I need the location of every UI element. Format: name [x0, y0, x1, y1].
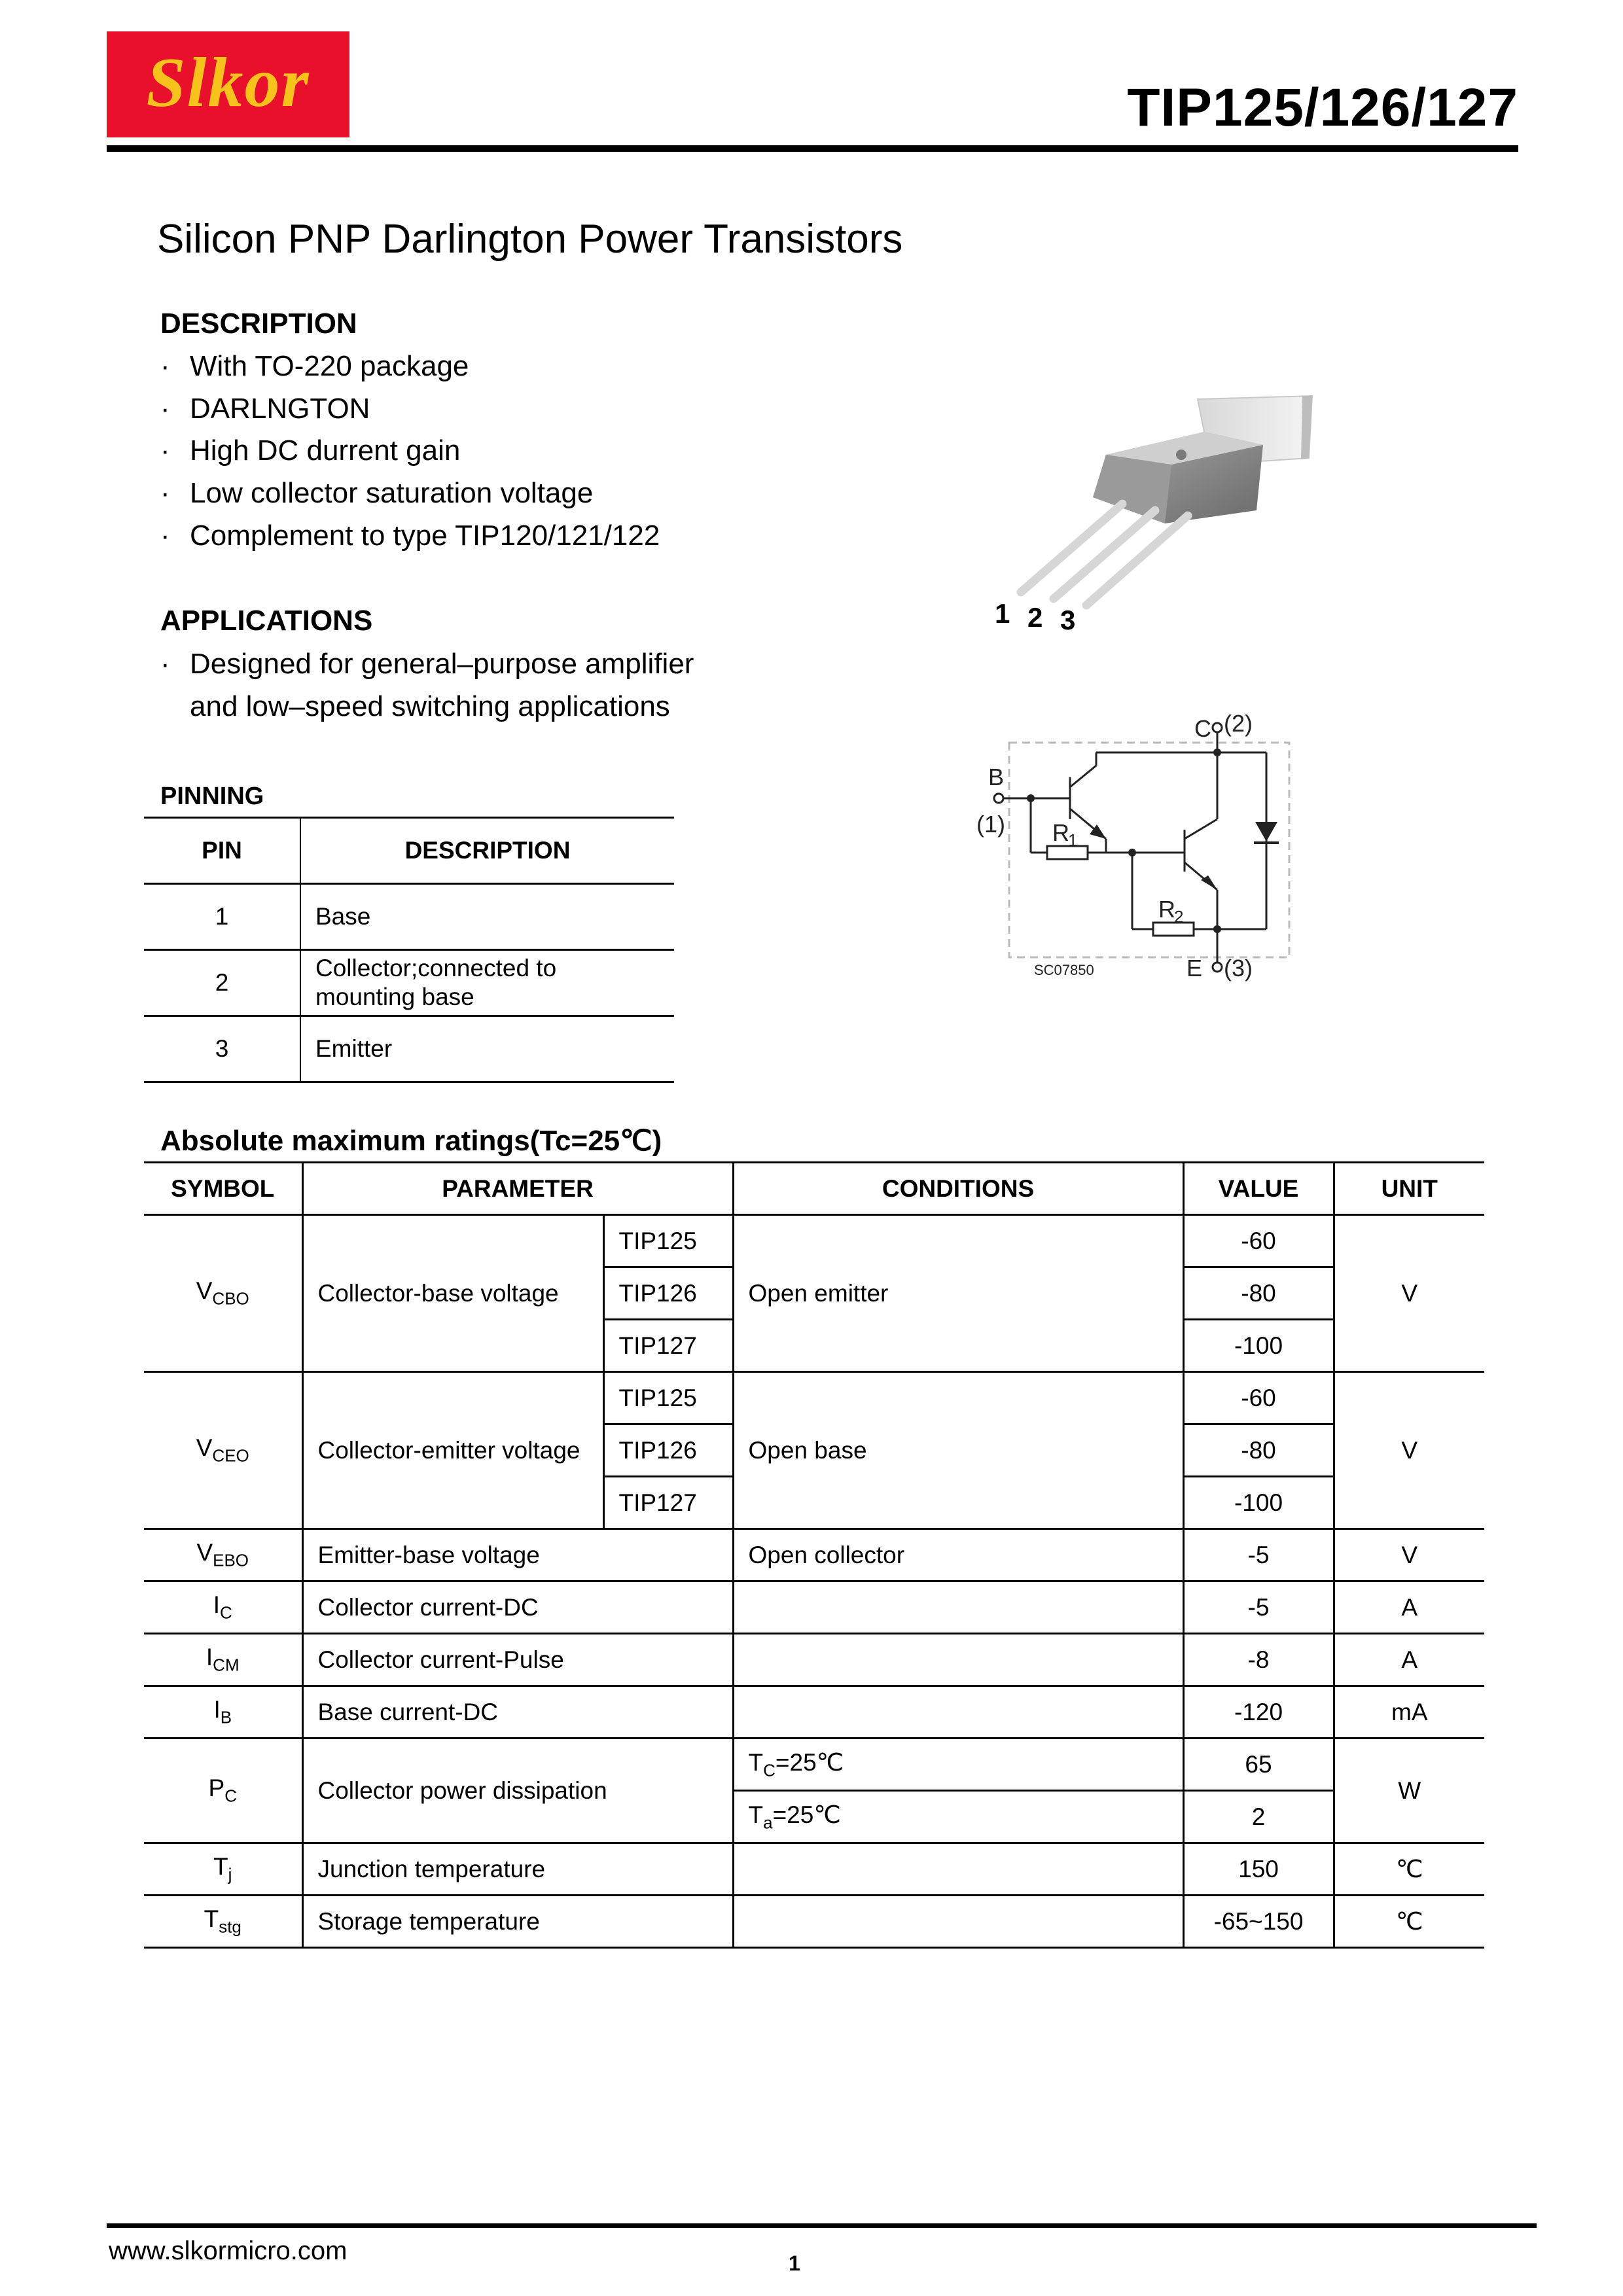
- unit-cell: W: [1334, 1739, 1484, 1843]
- value-cell: -60: [1183, 1372, 1334, 1424]
- conditions-cell: [733, 1686, 1183, 1739]
- table-row: [144, 1529, 1484, 1581]
- parameter-header: PARAMETER: [302, 1163, 733, 1215]
- pin-description: Base: [300, 884, 674, 950]
- unit-cell: V: [1334, 1372, 1484, 1529]
- conditions-cell: Open collector: [733, 1529, 1183, 1581]
- pin-number: 3: [144, 1016, 300, 1082]
- symbol-cell: $P_C$: [144, 1739, 302, 1843]
- value-cell: -80: [1183, 1424, 1334, 1477]
- table-row: [144, 1896, 1484, 1948]
- applications-item: · Designed for general–purpose amplifier: [160, 648, 694, 680]
- page-number: 1: [789, 2252, 800, 2275]
- part-cell: TIP127: [603, 1477, 733, 1529]
- package-pin-label: 1: [995, 598, 1010, 629]
- unit-cell: V: [1334, 1529, 1484, 1581]
- value-cell: -100: [1183, 1477, 1334, 1529]
- description-item: · With TO-220 package: [160, 350, 469, 382]
- conditions-cell: $T_a=25℃$: [733, 1791, 1183, 1843]
- pin-number: 2: [144, 950, 300, 1016]
- symbol-header: SYMBOL: [144, 1163, 302, 1215]
- page-subtitle: Silicon PNP Darlington Power Transistors: [157, 217, 903, 262]
- unit-cell: ℃: [1334, 1896, 1484, 1948]
- darlington-schematic: [969, 694, 1335, 1001]
- unit-header: UNIT: [1334, 1163, 1484, 1215]
- symbol-cell: $V_{CBO}$: [144, 1215, 302, 1372]
- part-cell: TIP127: [603, 1320, 733, 1372]
- pin-number: 1: [144, 884, 300, 950]
- parameter-cell: Base current-DC: [302, 1686, 733, 1739]
- unit-cell: A: [1334, 1581, 1484, 1634]
- base-label: B: [988, 764, 1005, 790]
- description-item: · High DC durrent gain: [160, 434, 461, 467]
- header-divider: [107, 145, 1518, 152]
- pinning-header-row: [144, 818, 674, 884]
- symbol-cell: $I_B$: [144, 1686, 302, 1739]
- table-row: [144, 1739, 1484, 1791]
- conditions-cell: [733, 1843, 1183, 1896]
- pinning-table: [144, 817, 674, 1083]
- symbol-cell: $T_{stg}$: [144, 1896, 302, 1948]
- parameter-cell: Storage temperature: [302, 1896, 733, 1948]
- table-row: [144, 1372, 1484, 1424]
- value-cell: -5: [1183, 1529, 1334, 1581]
- ratings-heading: Absolute maximum ratings(Tc=25℃): [160, 1125, 662, 1157]
- table-row: [144, 1843, 1484, 1896]
- unit-cell: mA: [1334, 1686, 1484, 1739]
- parameter-cell: Collector-base voltage: [302, 1215, 603, 1372]
- collector-pin: (2): [1224, 710, 1253, 737]
- pin-description: Collector;connected to mounting base: [300, 950, 674, 1016]
- conditions-cell: [733, 1634, 1183, 1686]
- logo-text: Slkor: [146, 44, 310, 122]
- emitter-label: E: [1186, 955, 1203, 981]
- footer-url: www.slkormicro.com: [109, 2236, 348, 2265]
- r2-subscript: 2: [1174, 907, 1184, 927]
- table-row: [144, 1581, 1484, 1634]
- brand-logo: [107, 31, 349, 137]
- symbol-cell: $I_C$: [144, 1581, 302, 1634]
- package-pin-label: 3: [1060, 605, 1076, 635]
- value-cell: -65~150: [1183, 1896, 1334, 1948]
- table-row: [144, 884, 674, 950]
- base-pin: (1): [976, 811, 1005, 838]
- r2-label: R: [1158, 896, 1175, 923]
- applications-heading: APPLICATIONS: [160, 605, 373, 637]
- table-row: [144, 1634, 1484, 1686]
- value-cell: 150: [1183, 1843, 1334, 1896]
- diagram-code: SC07850: [1034, 962, 1094, 978]
- conditions-cell: [733, 1581, 1183, 1634]
- table-row: [144, 1215, 1484, 1267]
- part-cell: TIP125: [603, 1215, 733, 1267]
- value-cell: -8: [1183, 1634, 1334, 1686]
- symbol-cell: $T_j$: [144, 1843, 302, 1896]
- description-column-header: DESCRIPTION: [300, 818, 674, 884]
- parameter-cell: Collector current-Pulse: [302, 1634, 733, 1686]
- value-cell: 2: [1183, 1791, 1334, 1843]
- parameter-cell: Collector power dissipation: [302, 1739, 733, 1843]
- pinning-heading: PINNING: [160, 783, 264, 810]
- symbol-cell: $V_{CEO}$: [144, 1372, 302, 1529]
- parameter-cell: Junction temperature: [302, 1843, 733, 1896]
- part-cell: TIP125: [603, 1372, 733, 1424]
- unit-cell: ℃: [1334, 1843, 1484, 1896]
- value-cell: -5: [1183, 1581, 1334, 1634]
- collector-label: C: [1194, 715, 1211, 742]
- to220-package-image: [982, 386, 1348, 648]
- footer-divider: [107, 2223, 1537, 2228]
- value-cell: -120: [1183, 1686, 1334, 1739]
- table-row: [144, 1686, 1484, 1739]
- unit-cell: A: [1334, 1634, 1484, 1686]
- description-item: · DARLNGTON: [160, 393, 370, 425]
- ratings-table: [144, 1161, 1484, 1949]
- value-cell: 65: [1183, 1739, 1334, 1791]
- part-cell: TIP126: [603, 1267, 733, 1320]
- r1-label: R: [1052, 819, 1069, 846]
- parameter-cell: Emitter-base voltage: [302, 1529, 733, 1581]
- symbol-cell: $I_{CM}$: [144, 1634, 302, 1686]
- conditions-cell: [733, 1896, 1183, 1948]
- conditions-cell: Open base: [733, 1372, 1183, 1529]
- part-cell: TIP126: [603, 1424, 733, 1477]
- value-cell: -60: [1183, 1215, 1334, 1267]
- description-item: · Low collector saturation voltage: [160, 477, 594, 509]
- table-row: [144, 950, 674, 1016]
- r1-subscript: 1: [1068, 830, 1078, 850]
- symbol-cell: $V_{EBO}$: [144, 1529, 302, 1581]
- conditions-cell: $T_C=25℃$: [733, 1739, 1183, 1791]
- description-heading: DESCRIPTION: [160, 308, 357, 340]
- parameter-cell: Collector current-DC: [302, 1581, 733, 1634]
- document-title: TIP125/126/127: [1127, 78, 1518, 137]
- table-row: [144, 1016, 674, 1082]
- unit-cell: V: [1334, 1215, 1484, 1372]
- conditions-header: CONDITIONS: [733, 1163, 1183, 1215]
- pin-column-header: PIN: [144, 818, 300, 884]
- package-pin-label: 2: [1027, 602, 1043, 633]
- pin-description: Emitter: [300, 1016, 674, 1082]
- conditions-cell: Open emitter: [733, 1215, 1183, 1372]
- emitter-pin: (3): [1224, 955, 1253, 981]
- description-item: · Complement to type TIP120/121/122: [160, 520, 660, 552]
- value-header: VALUE: [1183, 1163, 1334, 1215]
- value-cell: -80: [1183, 1267, 1334, 1320]
- value-cell: -100: [1183, 1320, 1334, 1372]
- parameter-cell: Collector-emitter voltage: [302, 1372, 603, 1529]
- applications-item-cont: and low–speed switching applications: [190, 690, 670, 722]
- ratings-header-row: [144, 1163, 1484, 1215]
